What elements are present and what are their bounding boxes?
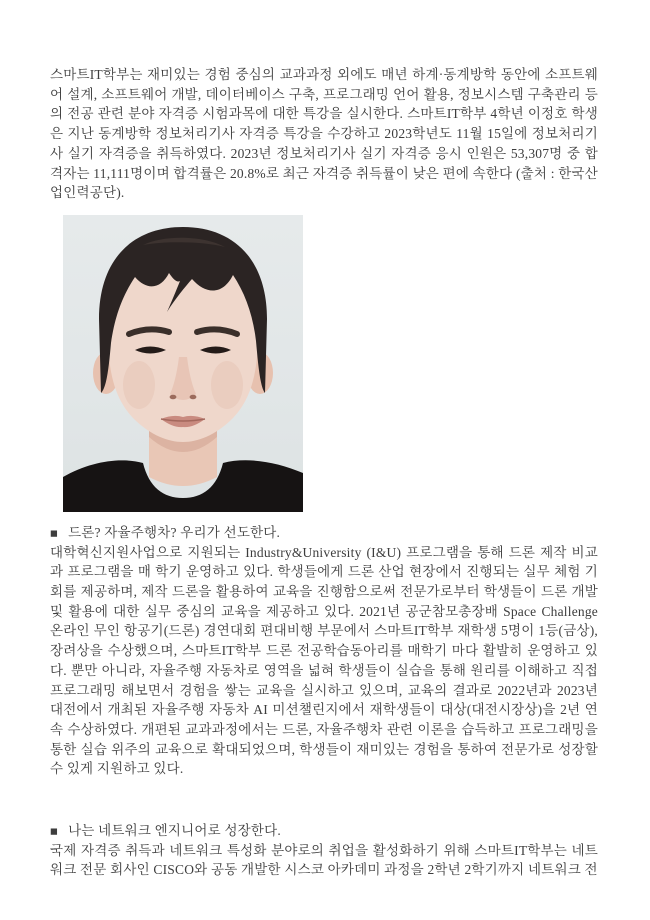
left-nostril: [170, 395, 177, 400]
section-network-heading: [50, 821, 598, 841]
section-network-heading-text: 나는 네트워크 엔지니어로 성장한다.: [68, 823, 281, 839]
section-drone: [50, 523, 598, 779]
section-network-paragraph: 국제 자격증 취득과 네트워크 특성화 분야로의 취업을 활성화하기 위해 스마트IT학부는 네트워크 전문 회사인 CISCO와 공동 개발한 시스코 아카데미 과정을 2학년 2학기까지 네트워크 전: [50, 842, 598, 878]
section-drone-heading-text: 드론? 자율주행차? 우리가 선도한다.: [68, 524, 281, 540]
square-bullet-icon: ■: [50, 525, 59, 541]
section-network: [50, 821, 598, 880]
portrait-illustration: [63, 215, 303, 512]
student-portrait-photo: [63, 215, 303, 512]
intro-paragraph: 스마트IT학부는 재미있는 경험 중심의 교과과정 외에도 매년 하계·동계방학 동안에 소프트웨어 설계, 소프트웨어 개발, 데이터베이스 구축, 프로그래밍 언어 활용, 정보시스템 구축관리 등의 전공 관련 분야 자격증 시험과목에 대한 특강을 실시한다. 스마트IT학부 4학년 이정호 학생은 지난 동계방학 정보처리기사 자격증 특강을 수강하고 2023학년도 11월 15일에 정보처리기사 실기 자격증을 취득하였다. 2023년 정보처리기사 실기 자격증 응시 인원은 53,307명 중 합격자는 11,111명이며 합격률은 20.8%로 최근 자격증 취득률이 낮은 편에 속한다 (출처 : 한국산업인력공단).: [50, 67, 598, 201]
section-drone-heading: [50, 523, 598, 543]
section-drone-paragraph: 대학혁신지원사업으로 지원되는 Industry&University (I&U) 프로그램을 통해 드론 제작 비교과 프로그램을 매 학기 운영하고 있다. 학생들에게 드론 산업 현장에서 진행되는 실무 체험 기회를 제공하며, 제작 드론을 활용하여 교육을 진행함으로써 전문가로부터 학생들이 드론 개발 및 활용에 대한 실무 중심의 교육을 제공하고 있다. 2021년 공군참모총장배 Space Challenge 온라인 무인 항공기(드론) 경연대회 편대비행 부문에서 스마트IT학부 재학생 5명이 1등(금상), 장려상을 수상했으며, 스마트IT학부 드론 전공학습동아리를 매학기 마다 활발히 운영하고 있다. 뿐만 아니라, 자율주행 자동차로 영역을 넓혀 학생들이 실습을 통해 원리를 이해하고 직접 프로그래밍 해보면서 경험을 쌓는 교육을 실시하고 있으며, 교육의 결과로 2022년과 2023년 대전에서 개최된 자율주행 자동차 AI 미션챌린지에서 재학생들이 대상(대전시장상)을 2년 연속 수상하였다. 개편된 교과과정에서는 드론, 자율주행차 관련 이론을 습득하고 프로그래밍을 통한 실습 위주의 교육으로 확대되었으며, 학생들이 재미있는 경험을 통하여 전문가로 성장할 수 있게 지원하고 있다.: [50, 544, 598, 777]
left-cheek-shade: [123, 361, 155, 409]
right-nostril: [190, 395, 197, 400]
right-cheek-shade: [211, 361, 243, 409]
square-bullet-icon: ■: [50, 823, 59, 839]
